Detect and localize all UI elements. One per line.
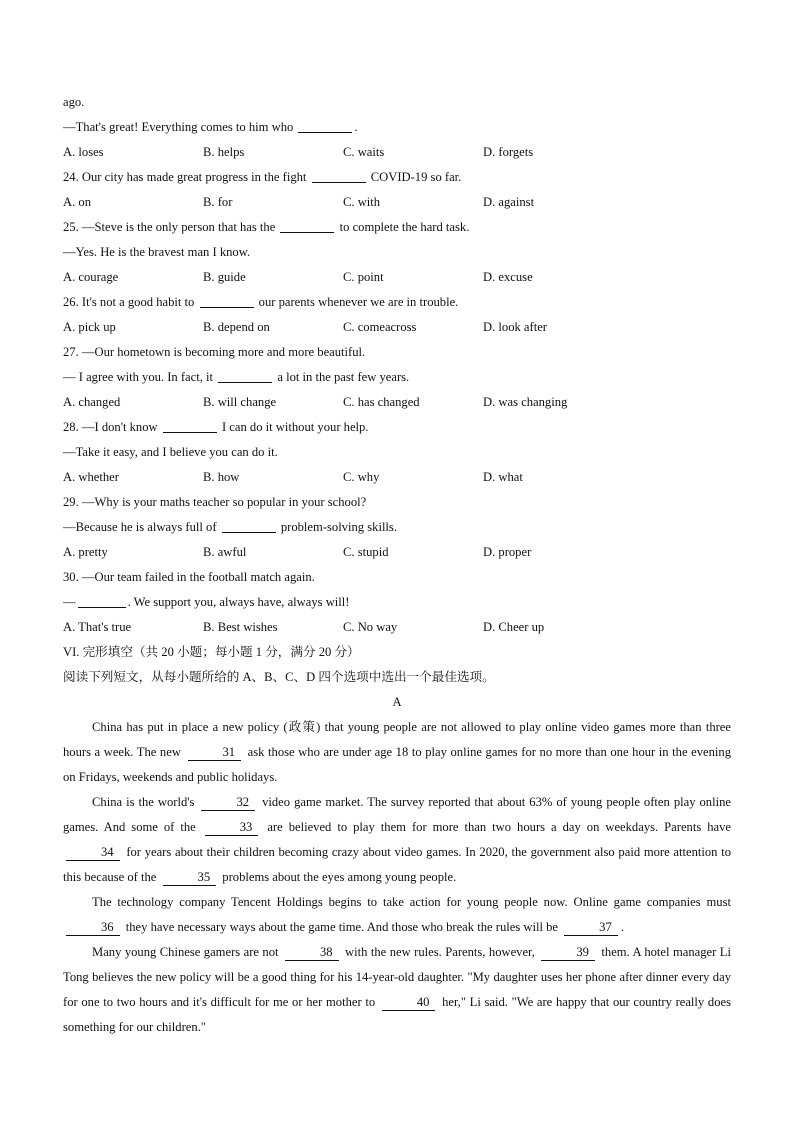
blank-32[interactable]: 32 <box>201 795 255 811</box>
answer-blank[interactable] <box>163 418 217 433</box>
blank-39[interactable]: 39 <box>541 945 595 961</box>
question-25-reply: —Yes. He is the bravest man I know. <box>63 245 251 259</box>
option-a[interactable]: A. courage <box>63 270 119 284</box>
blank-37[interactable]: 37 <box>564 920 618 936</box>
question-28-options <box>63 465 731 490</box>
option-d[interactable]: D. look after <box>483 320 547 334</box>
option-c[interactable]: C. No way <box>343 620 398 634</box>
option-d[interactable]: D. proper <box>483 545 532 559</box>
question-30: 30. —Our team failed in the football match again. <box>63 570 315 584</box>
option-c[interactable]: C. point <box>343 270 384 284</box>
exam-page <box>63 90 731 1040</box>
option-c[interactable]: C. why <box>343 470 380 484</box>
blank-31[interactable]: 31 <box>188 745 242 761</box>
blank-40[interactable]: 40 <box>382 995 436 1011</box>
passage-paragraph-2: China is the world's 32 video game market. The survey reported that about 63% of young people often play online games. And some of the 33 are believed to play them for more than two hours a day on weekdays. Parents have 34 for years about their children becoming crazy about video games. In 2020, the government also paid more attention to this because of the 35 problems about the eyes among young people. <box>63 795 731 884</box>
question-24-options <box>63 190 731 215</box>
option-c[interactable]: C. stupid <box>343 545 389 559</box>
option-b[interactable]: B. depend on <box>203 320 270 334</box>
option-c[interactable]: C. with <box>343 195 381 209</box>
option-d[interactable]: D. what <box>483 470 523 484</box>
question-23-options <box>63 140 731 165</box>
option-a[interactable]: A. whether <box>63 470 119 484</box>
blank-34[interactable]: 34 <box>66 845 120 861</box>
option-b[interactable]: B. guide <box>203 270 246 284</box>
passage-label: A <box>392 695 402 709</box>
question-28-reply: —Take it easy, and I believe you can do it. <box>63 445 278 459</box>
question-30-reply: — . We support you, always have, always will! <box>63 595 350 609</box>
blank-35[interactable]: 35 <box>163 870 217 886</box>
option-c[interactable]: C. waits <box>343 145 385 159</box>
option-b[interactable]: B. Best wishes <box>203 620 278 634</box>
answer-blank[interactable] <box>78 593 126 608</box>
question-29-options <box>63 540 731 565</box>
option-b[interactable]: B. for <box>203 195 233 209</box>
option-a[interactable]: A. That's true <box>63 620 132 634</box>
option-b[interactable]: B. how <box>203 470 240 484</box>
question-27-options <box>63 390 731 415</box>
option-c[interactable]: C. comeacross <box>343 320 417 334</box>
option-d[interactable]: D. Cheer up <box>483 620 545 634</box>
passage-paragraph-4: Many young Chinese gamers are not 38 with the new rules. Parents, however, 39 them. A hotel manager Li Tong believes the new policy will be a good thing for his 14-year-old daughter. "My daughter uses her phone after dinner every day for one to two hours and it's difficult for me or her mother to 40 her," Li said. "We are happy that our country really does something for our children." <box>63 945 731 1034</box>
answer-blank[interactable] <box>312 168 366 183</box>
option-d[interactable]: D. excuse <box>483 270 533 284</box>
question-26: 26. It's not a good habit to our parents whenever we are in trouble. <box>63 295 459 309</box>
question-30-options <box>63 615 731 640</box>
answer-blank[interactable] <box>298 118 352 133</box>
question-29-reply: —Because he is always full of problem-solving skills. <box>63 520 397 534</box>
blank-33[interactable]: 33 <box>205 820 259 836</box>
answer-blank[interactable] <box>200 293 254 308</box>
answer-blank[interactable] <box>218 368 272 383</box>
answer-blank[interactable] <box>222 518 276 533</box>
continued-text: ago. <box>63 95 85 109</box>
option-b[interactable]: B. awful <box>203 545 247 559</box>
passage-paragraph-3: The technology company Tencent Holdings begins to take action for young people now. Online game companies must 36 they have necessary ways about the game time. And those who break the rules will be 37 . <box>63 890 731 940</box>
answer-blank[interactable] <box>280 218 334 233</box>
question-25: 25. —Steve is the only person that has the to complete the hard task. <box>63 220 470 234</box>
option-b[interactable]: B. will change <box>203 395 277 409</box>
question-27-reply: — I agree with you. In fact, it a lot in the past few years. <box>63 370 410 384</box>
question-25-options <box>63 265 731 290</box>
option-a[interactable]: A. on <box>63 195 91 209</box>
option-a[interactable]: A. pretty <box>63 545 108 559</box>
section-instruction: 阅读下列短文，从每小题所给的 A、B、C、D 四个选项中选出一个最佳选项。 <box>63 670 495 684</box>
blank-38[interactable]: 38 <box>285 945 339 961</box>
option-a[interactable]: A. loses <box>63 145 104 159</box>
question-28: 28. —I don't know I can do it without your help. <box>63 420 369 434</box>
option-b[interactable]: B. helps <box>203 145 245 159</box>
option-a[interactable]: A. changed <box>63 395 121 409</box>
option-d[interactable]: D. was changing <box>483 395 568 409</box>
option-a[interactable]: A. pick up <box>63 320 116 334</box>
question-26-options <box>63 315 731 340</box>
blank-36[interactable]: 36 <box>66 920 120 936</box>
option-c[interactable]: C. has changed <box>343 395 420 409</box>
option-d[interactable]: D. against <box>483 195 535 209</box>
question-24: 24. Our city has made great progress in the fight COVID-19 so far. <box>63 170 462 184</box>
question-23-reply: —That's great! Everything comes to him who . <box>63 120 358 134</box>
passage-paragraph-1: China has put in place a new policy (政策) that young people are not allowed to play online video games more than three hours a week. The new 31 ask those who are under age 18 to play online games for no more than one hour in the evening on Fridays, weekends and public holidays. <box>63 720 731 784</box>
section-title: VI. 完形填空（共 20 小题；每小题 1 分，满分 20 分） <box>63 645 360 659</box>
question-29: 29. —Why is your maths teacher so popular in your school? <box>63 495 367 509</box>
option-d[interactable]: D. forgets <box>483 145 534 159</box>
question-27: 27. —Our hometown is becoming more and more beautiful. <box>63 345 366 359</box>
